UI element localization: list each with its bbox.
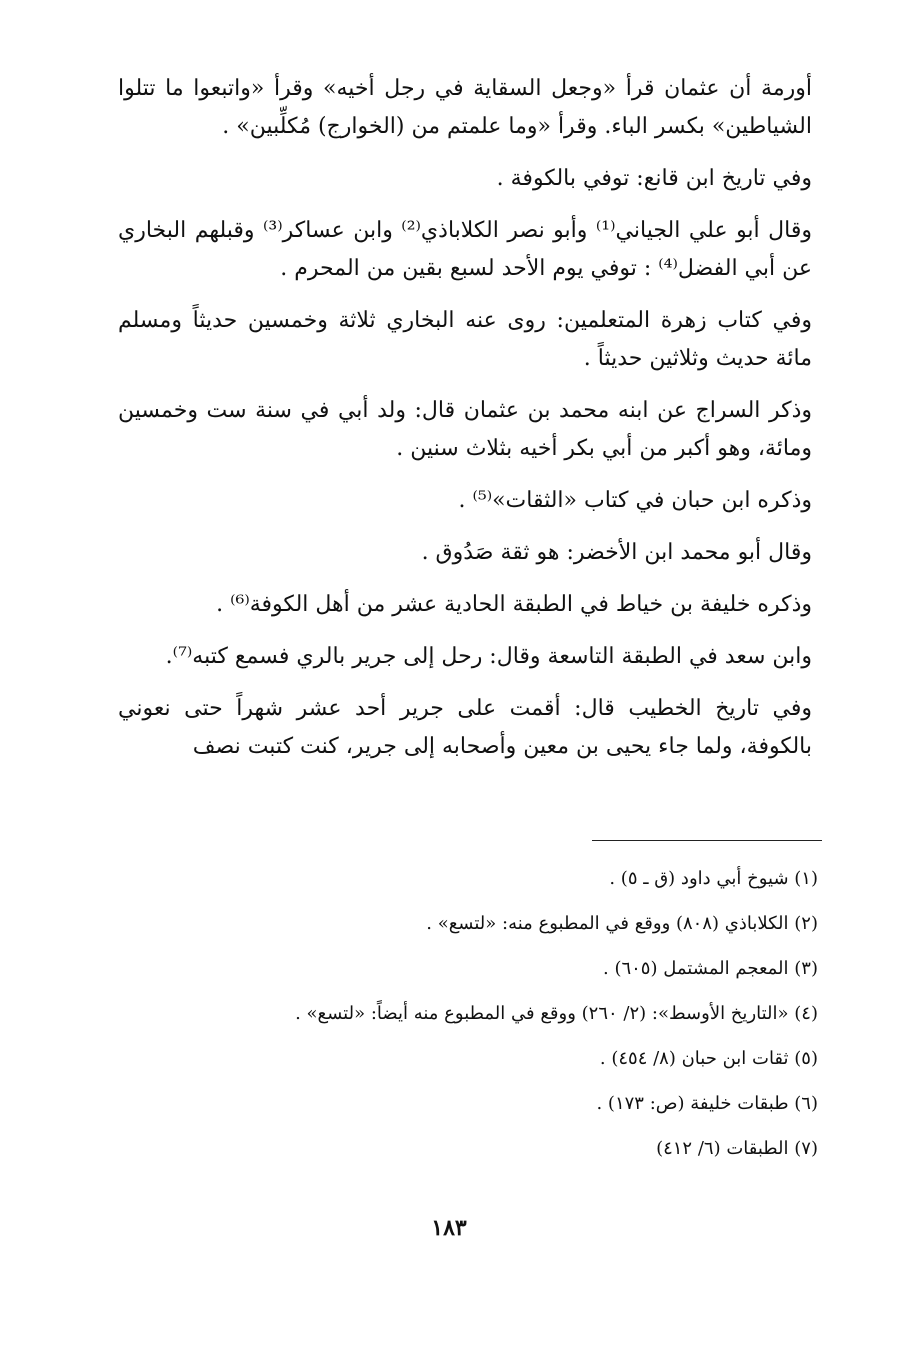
footnotes bbox=[150, 856, 818, 1171]
footnote: (٧) الطبقات (٦/ ٤١٢) bbox=[656, 1138, 818, 1159]
paragraph: أورمة أن عثمان قرأ «وجعل السقاية في رجل أخيه» وقرأ «واتبعوا ما تتلوا الشياطين» بكسر الباء. وقرأ «وما علمتم من (الخوارج) مُكلِّبين» . bbox=[118, 76, 812, 139]
footnote-separator bbox=[592, 840, 822, 841]
paragraph: وذكره خليفة بن خياط في الطبقة الحادية عشر من أهل الكوفة⁽⁶⁾ . bbox=[216, 592, 812, 617]
paragraph: وقال أبو علي الجياني⁽¹⁾ وأبو نصر الكلاباذي⁽²⁾ وابن عساكر⁽³⁾ وقبلهم البخاري عن أبي الفضل⁽⁴⁾ : توفي يوم الأحد لسبع بقين من المحرم . bbox=[118, 218, 812, 281]
paragraph: وذكره ابن حبان في كتاب «الثقات»⁽⁵⁾ . bbox=[458, 488, 812, 513]
page-number: ١٨٣ bbox=[431, 1215, 467, 1241]
footnote: (٥) ثقات ابن حبان (٨/ ٤٥٤) . bbox=[599, 1048, 818, 1069]
paragraph: وفي تاريخ ابن قانع: توفي بالكوفة . bbox=[496, 166, 812, 191]
footnote: (٢) الكلاباذي (٨٠٨) ووقع في المطبوع منه: «لتسع» . bbox=[426, 913, 818, 934]
main-text bbox=[118, 70, 812, 780]
paragraph: وابن سعد في الطبقة التاسعة وقال: رحل إلى جرير بالري فسمع كتبه⁽⁷⁾. bbox=[165, 644, 812, 669]
footnote: (٦) طبقات خليفة (ص: ١٧٣) . bbox=[596, 1093, 818, 1114]
paragraph: وفي كتاب زهرة المتعلمين: روى عنه البخاري ثلاثة وخمسين حديثاً ومسلم مائة حديث وثلاثين حديثاً . bbox=[118, 308, 812, 371]
paragraph: وذكر السراج عن ابنه محمد بن عثمان قال: ولد أبي في سنة ست وخمسين ومائة، وهو أكبر من أبي بكر أخيه بثلاث سنين . bbox=[118, 398, 812, 461]
paragraph: وفي تاريخ الخطيب قال: أقمت على جرير أحد عشر شهراً حتى نعوني بالكوفة، ولما جاء يحيى بن معين وأصحابه إلى جرير، كنت كتبت نصف bbox=[118, 696, 812, 759]
paragraph: وقال أبو محمد ابن الأخضر: هو ثقة صَدُوق . bbox=[421, 540, 812, 565]
footnote: (٤) «التاريخ الأوسط»: (٢/ ٢٦٠) ووقع في المطبوع منه أيضاً: «لتسع» . bbox=[295, 1003, 818, 1024]
footnote: (٣) المعجم المشتمل (٦٠٥) . bbox=[603, 958, 818, 979]
footnote: (١) شيوخ أبي داود (ق ـ ٥) . bbox=[609, 868, 818, 889]
